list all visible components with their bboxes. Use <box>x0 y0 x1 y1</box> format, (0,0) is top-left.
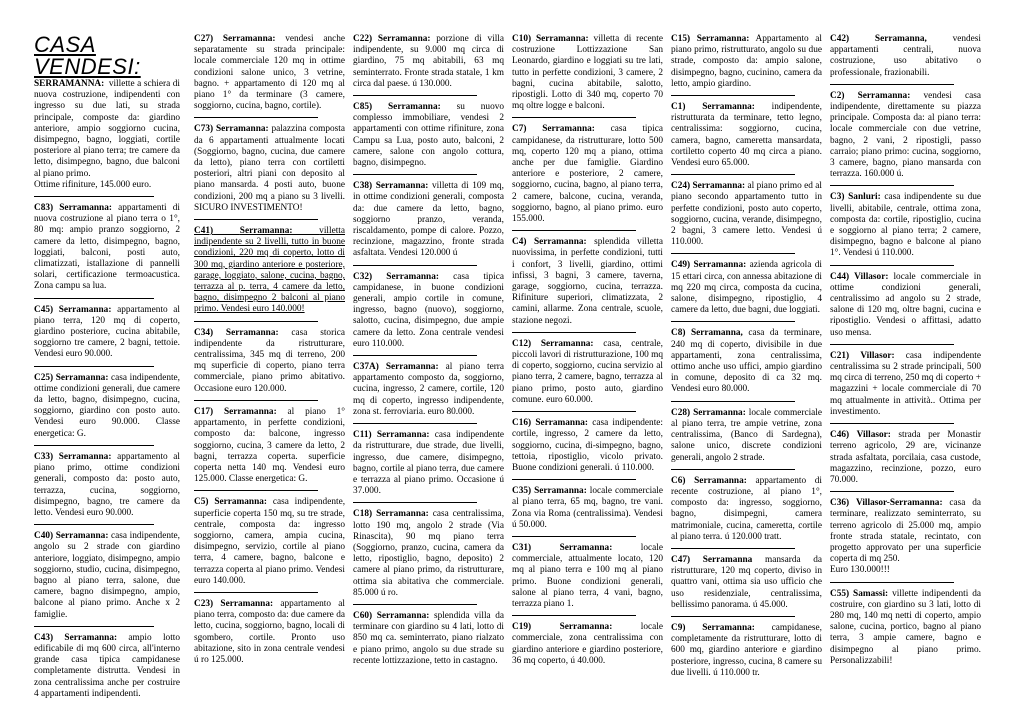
listing-text: appartamento di recente costruzione, al piano 1°, composto da: ingresso, soggiorno, bagno, disimpegni, camera matrimoniale, cucina, cameretta, cortile al piano terra. ú 120.000 tratt. <box>671 475 822 542</box>
separator-line <box>671 469 795 470</box>
separator-line <box>512 411 636 412</box>
listing-entry <box>830 272 981 339</box>
listing-location: Serramanna: <box>375 181 429 192</box>
listing-location: Serramanna: <box>58 451 112 462</box>
listing-location: Serramanna: <box>214 497 267 508</box>
listing-entry <box>194 599 345 666</box>
listing-location: Serramanna: <box>376 430 430 441</box>
listing-code: C21) <box>830 350 850 361</box>
listing-code: C43) <box>34 632 54 643</box>
listing-extra: Euro 130.000!!! <box>830 565 890 576</box>
listing-text: Appartamento al piano primo, ristrutturato, angolo su due strade, composto da: ampio salone, disimpegno, bagno, cucinino, camera da letto, ampio giardino. <box>671 34 822 89</box>
listing-code: C41) <box>194 226 214 237</box>
separator-line <box>34 626 154 627</box>
listing-location: Serramanna: <box>58 304 112 315</box>
listing-code: C73) <box>194 124 214 135</box>
listing-entry <box>671 328 822 395</box>
separator-line <box>194 400 318 401</box>
separator-line <box>353 604 477 605</box>
listing-text: indipendente, ristrutturata da terminare, tetto legno, centralissima: soggiorno, cucina, camera, bagno, cameretta mansardata, cortiletto coperto 40 mq circa a piano. Vendesi euro 65.000. <box>671 102 822 169</box>
listing-code: C32) <box>353 271 373 282</box>
separator-line <box>194 321 318 322</box>
listing-entry <box>512 543 663 610</box>
listing-entry <box>34 531 180 621</box>
listing-code: C85) <box>353 102 373 113</box>
separator-line <box>830 84 954 85</box>
listing-location: Villasor: <box>860 350 895 361</box>
listing-code: C23) <box>194 598 214 609</box>
listing-code: C38) <box>353 181 373 192</box>
listing-text: casa indipendente su due livelli, abitabile, centrale, ottima zona, composta da: cortile, ripostiglio, cucina e soggiorno al piano terra; 2 camere, disimpegno, bagno e balcone al piano 1°. Vendesi ú 110.000. <box>830 192 981 259</box>
listing-location: Villasor: <box>856 430 891 441</box>
listing-text: locale commerciale in ottime condizioni generali, centralissimo ad angolo su 2 strade, salone di 120 mq, oltre bagni, cucina e ripostiglio. Vendesi o affittasi, adatto uso mensa. <box>830 271 981 338</box>
separator-line <box>353 174 477 175</box>
listing-code: C83) <box>34 203 54 214</box>
listing-code: C9) <box>671 622 686 633</box>
listing-text: locale commerciale al piano terra, tre ampie vetrine, zona centralissima, (Banco di Sardegna), salone unico, discrete condizioni generali, angolo 2 strade. <box>671 407 822 463</box>
listing-entry <box>512 339 663 406</box>
listing-entry <box>830 430 981 486</box>
listing-entry <box>512 124 663 225</box>
listing-entry <box>194 34 345 112</box>
listing-location: Serramanna: <box>388 102 441 113</box>
listing-text: splendida villetta nuovissima, in perfette condizioni, tutti i confort, 3 livelli, giardino, ottimi infissi, 3 bagni, 3 camere, taverna, garage, soggiorno, cucina, terrazza. Rifiniture superiori, climatizzata, 2 camini, allarme. Zona centrale, scuole, stazione negozi. <box>512 237 663 326</box>
listing-location: Serramanna, <box>874 34 927 44</box>
listing-location: Serramanna: <box>55 531 109 542</box>
listing-location: Serramanna: <box>696 34 750 44</box>
listing-text: casa indipendente: cortile, ingresso, 2 camere da letto, soggiorno, cucina, di-simpegno, bagno, tettoia, ripostiglio, vicolo privato. Buone condizioni generali. ú 110.000. <box>512 418 663 473</box>
column-3 <box>353 34 504 725</box>
separator-line <box>830 491 954 492</box>
listing-entry <box>353 272 504 350</box>
separator-line <box>512 615 636 616</box>
listing-location: Serramanna: <box>220 598 274 609</box>
listing-text: locale commerciale, zona centralissima con giardino anteriore e giardino posteriore, 36 mq coperto, ú 40.000. <box>512 622 663 666</box>
listing-location: Serramanna: <box>535 34 589 44</box>
separator-line <box>671 548 795 549</box>
listing-text: locale commerciale al piano terra, 65 mq, bagno, tre vani. Zona via Roma (centralissima). Vendesi ú 50.000. <box>512 486 663 530</box>
listing-code: C37A) <box>353 362 379 373</box>
listing-location: Serramanna: <box>693 260 747 271</box>
listing-entry <box>671 408 822 464</box>
listing-text: casa indipendente, ottime condizioni generali, due camere da letto, bagno, disimpegno, cucina, soggiorno, giardino con posto auto. Vendesi euro 90.000. Classe energetica: G. <box>34 372 180 439</box>
listing-code: C16) <box>512 418 532 429</box>
listing-code: C19) <box>512 622 532 633</box>
listing-entry <box>34 633 180 700</box>
separator-line <box>34 445 154 446</box>
listing-code: C24) <box>671 181 691 192</box>
listing-location: Serramanna: <box>535 418 588 429</box>
listing-entry <box>34 305 180 361</box>
listing-code: C15) <box>671 34 691 44</box>
separator-line <box>34 196 154 197</box>
listing-code: C7) <box>512 124 527 135</box>
listing-entry <box>353 362 504 418</box>
column-5 <box>671 34 822 725</box>
separator-line <box>34 298 154 299</box>
separator-line <box>512 536 636 537</box>
separator-line <box>194 117 318 118</box>
listing-code: C12) <box>512 338 532 349</box>
listing-location: Serramanna: <box>857 90 911 101</box>
listing-text: casa, centrale, piccoli lavori di ristrutturazione, 100 mq di coperto, soggiorno, cucina servizio al piano terra, 2 camere, bagno, terrazza al piano primo, posto auto, giardino comune. euro 60.000. <box>512 338 663 405</box>
listing-code: C36) <box>830 498 850 509</box>
listing-text: casa indipendente da ristrutturare, due strade, due livelli, ingresso, due camere, disimpegno, bagno, cortile al piano terra, due camere e terrazza al piano primo. Occasione ú 37.000. <box>353 430 504 497</box>
listing-location: Serramanna: <box>225 327 279 338</box>
listing-text: al piano terra appartamento composto da, soggiorno, cucina, ingresso, 2 camere, cortile, 120 mq di coperto, ingresso indipendente, zona st. ferroviaria. euro 80.000. <box>353 362 504 417</box>
listing-code: C28) <box>671 407 691 418</box>
listing-text: casa da terminare, 240 mq di coperto, divisibile in due appartamenti, zona centralissima, ottimo anche uso uffici, ampio giardino in comune, deposito di ca 32 mq. Vendesi euro 80.000. <box>671 328 822 395</box>
listing-code: C44) <box>830 271 850 282</box>
listing-entry <box>353 181 504 259</box>
listing-entry <box>194 328 345 395</box>
listing-text: casa da terminare, realizzato seminterrato, su terreno agricolo di 25.000 mq, ampio fronte strada statale, recintato, con progetto approvato per una superficie coperta di mq 250. <box>830 498 981 565</box>
listing-text: appartamento al piano terra, 120 mq di coperto, giardino posteriore, cucina abitabile, soggiorno tre camere, 2 bagni, tettoie. Vendesi euro 90.000. <box>34 304 180 360</box>
listing-text: casa tipica campidanese, in buone condizioni generali, ampio cortile in comune, ingresso, bagno (nuovo), soggiorno, salotto, cucina, disimpegno, due ampie camere da letto. Zona centrale vendesi euro 110.000. <box>353 271 504 349</box>
listing-text: appartamenti di nuova costruzione al piano terra o 1°, 80 mq: ampio pranzo soggiorno, 2 camere da letto, disimpegno, bagno, loggiati, balconi, posti auto, climatizzati, istallazione di pannelli solari, certificazione termoacustica. Zona campu sa lua. <box>34 203 180 292</box>
separator-line <box>194 592 318 593</box>
separator-line <box>512 332 636 333</box>
listing-code: C18) <box>353 509 373 520</box>
listing-entry <box>353 102 504 169</box>
listing-code: C11) <box>353 430 372 441</box>
listing-location: Serramanna: <box>540 338 594 349</box>
listing-text: porzione di villa indipendente, su 9.000 mq circa di giardino, 75 mq abitabili, 63 mq seminterrato. Fronte strada statale, 1 km circa dal paese. ú 130.000. <box>353 34 504 89</box>
listing-entry <box>34 79 180 191</box>
listing-code: C34) <box>194 327 214 338</box>
listing-text: strada per Monastir terreno agricolo, 29 are, vicinanze strada asfaltata, porcilaia, casa custode, magazzino, recinzione, pozzo, euro 70.000. <box>830 430 981 485</box>
listing-text: locale commerciale, attualmente locato, 120 mq al piano terra e 100 mq al piano primo. Buone condizioni generali, salone al piano terra, 4 vani, bagno, terrazza piano 1. <box>512 542 663 609</box>
listing-location: Villasor: <box>854 271 889 282</box>
listing-location: Serramanna: <box>377 34 431 44</box>
listing-location: Samassi: <box>853 588 889 599</box>
listing-code: C3) <box>830 192 845 203</box>
listing-location: Serramanna: <box>376 610 430 621</box>
listing-code: C5) <box>194 497 209 508</box>
listing-code: C60) <box>353 610 373 621</box>
listing-text: casa indipendente, angolo su 2 strade con giardino anteriore, loggiato, disimpegno, ampio soggiorno, studio, cucina, disimpegno, bagno al piano terra, salone, due camere, bagno disimpegno, ampio, balcone al piano primo. Anche x 2 famiglie. <box>34 531 180 620</box>
column-1 <box>34 34 180 725</box>
listing-entry <box>512 622 663 667</box>
listing-location: Serramanna: <box>386 271 439 282</box>
listing-code: C42) <box>830 34 850 44</box>
listing-location: Serramanna: <box>59 203 112 214</box>
listing-location: Serramanna, <box>690 328 743 339</box>
listing-code: C4) <box>512 237 527 248</box>
listing-entry <box>512 486 663 531</box>
listing-extra: Ottime rifiniture, 145.000 euro. <box>34 179 152 190</box>
listing-code: C25) <box>34 372 54 383</box>
listing-code: C6) <box>671 475 686 486</box>
listing-text: casa storica indipendente da ristrutturare, centralissima, 345 mq di terreno, 200 mq superficie di coperto, piano terra commerciale, piano primo abitativo. Occasione euro 120.000. <box>194 327 345 394</box>
listing-entry <box>671 34 822 90</box>
separator-line <box>830 185 954 186</box>
listing-location: Serramanna: <box>693 407 746 418</box>
separator-line <box>353 355 477 356</box>
separator-line <box>671 401 795 402</box>
listing-location: Serramanna: <box>559 542 613 553</box>
separator-line <box>353 265 477 266</box>
listing-entry <box>194 124 345 214</box>
listing-text: appartamento al piano terra, composto da: due camere da letto, cucina, soggiorno, bagno, locali di sgombero, cortile. Pronto uso abitazione, sito in zona centrale vendesi ú ro 125.000. <box>194 598 345 665</box>
listing-location: Serramanna: <box>215 124 269 135</box>
listing-code: C1) <box>671 102 686 113</box>
listing-location: Serramanna: <box>534 486 587 497</box>
listing-code: C55) <box>830 588 850 599</box>
listing-text: vendesi appartamenti centrali, nuova costruzione, uso abitativo o professionale, frazionabili. <box>830 34 981 78</box>
listing-code: C46) <box>830 430 850 441</box>
listing-text: mansarda da ristrutturare, 120 mq coperto, diviso in quattro vani, ottima sia uso ufficio che uso residenziale, centralissima, bellissimo panorama. ú 45.000. <box>671 554 822 610</box>
listing-entry <box>671 260 822 316</box>
separator-line <box>34 366 154 367</box>
separator-line <box>194 490 318 491</box>
listing-entry-highlighted <box>194 226 345 316</box>
listing-entry <box>353 34 504 90</box>
separator-line <box>830 344 954 345</box>
listing-entry <box>671 476 822 543</box>
listing-entry <box>830 34 981 79</box>
listing-entry <box>830 91 981 181</box>
separator-line <box>353 502 477 503</box>
listing-text: casa centralissima, lotto 190 mq, angolo 2 strade (Via Rinascita), 90 mq piano terra (Soggiorno, pranzo, cucina, camera da letto, ripostiglio, bagno, deposito) 2 camere al piano primo, da ristrutturare, ottima sia abitativa che commerciale. 85.000 ú ro. <box>353 509 504 598</box>
listing-text: vendesi anche separatamente su strada principale: locale commerciale 120 mq in ottime condizioni salone unico, 3 vetrine, bagno. + appartamento di 120 mq al piano 1° da terminare (3 camere, soggiorno, cucina, bagno, cortile). <box>194 34 345 112</box>
listing-code: C49) <box>671 260 691 271</box>
listing-text: casa tipica campidanese, da ristrutturare, lotto 500 mq, coperto 120 mq a piano, ottima anche per due famiglie. Giardino anteriore e posteriore, 2 camere, soggiorno, cucina, bagno, al piano terra, 2 camere, balcone, cucina, veranda, soggiorno, bagno, al piano primo. euro 155.000. <box>512 124 663 225</box>
listing-text: villetta indipendente su 2 livelli, tutto in buone condizioni, 220 mq di coperto, lotto di 300 mq, giardino anteriore e posteriore, garage, loggiato, salone, cucina, bagno, terrazza al p. terra, 4 camere da letto, bagno, disimpegno 2 balconi al piano primo. Vendesi euro 140.000! <box>194 226 345 315</box>
listing-entry <box>671 102 822 169</box>
separator-line <box>512 117 636 118</box>
listing-location: Serramanna: <box>702 102 755 113</box>
listing-location: Serramanna: <box>542 124 595 135</box>
listing-code: C17) <box>194 406 214 417</box>
listing-location: Serramanna: <box>239 226 293 237</box>
listing-location: Serramanna <box>702 554 753 565</box>
listing-entry <box>34 203 180 293</box>
listing-text: al piano primo ed al piano secondo appartamento tutto in perfette condizioni, posto auto coperto, soggiorno, cucina, verande, disimpegno, 2 bagni, 3 camere letto. Vendesi ú 110.000. <box>671 181 822 248</box>
listing-code: C35) <box>512 486 532 497</box>
listing-entry <box>353 611 504 667</box>
separator-line <box>671 321 795 322</box>
listing-location: Serramanna: <box>55 372 109 383</box>
listing-text: villetta di 109 mq, in ottime condizioni generali, composta da: due camere da letto, bagno, soggiorno pranzo, veranda, riscaldamento, pompe di calore. Pozzo, recinzione, magazzino, fronte strada asfaltata. Vendesi 120.000 ú <box>353 181 504 259</box>
separator-line <box>34 524 154 525</box>
listing-location: Serramanna: <box>64 632 118 643</box>
listing-text: appartamento al piano primo, ottime condizioni generali, composto da: posto auto, terrazza, cucina, soggiorno, disimpegno, bagno, tre camere da letto. Vendesi euro 90.000. <box>34 451 180 518</box>
listing-text: palazzina composta da 6 appartamenti attualmente locati (Soggiorno, bagno, cucina, due camere da letto), piano terra con cortiletti posteriori, altri piani con deposito al piano mansarda. 4 posti auto, buone condizioni, 200 mq a piano su 3 livelli. SICURO INVESTIMENTO! <box>194 124 345 213</box>
separator-line <box>671 95 795 96</box>
listing-entry <box>830 498 981 576</box>
listing-text: splendida villa da terminare con giardino su 4 lati, lotto di 850 mq ca. seminterrato, piano rialzato e piano primo, angolo su due strade su recente lottizzazione, tetto in castagno. <box>353 610 504 666</box>
listing-entry <box>194 497 345 587</box>
listing-entry <box>34 452 180 519</box>
listing-location: Serramanna: <box>702 622 755 633</box>
separator-line <box>353 95 477 96</box>
listing-entry <box>671 555 822 611</box>
listing-text: villette a schiera di nuova costruzione, indipendenti con ingresso su due lati, su strada principale, composte da: giardino anteriore, ampio soggiorno cucina, disimpegno, bagno, loggiati, cortile posteriore al piano terra; tre camere da letto, disimpegno, bagno, due balconi al piano primo. <box>34 79 180 179</box>
listing-entry <box>671 623 822 679</box>
listing-location: Serramanna: <box>559 622 613 633</box>
listing-location: Serramanna: <box>694 475 747 486</box>
listing-text: azienda agricola di 15 ettari circa, con annessa abitazione di mq 220 mq circa, composta da cucina, salone, disimpegno, ripostiglio, 4 camere da letto, due bagni, due loggiati. <box>671 260 822 316</box>
listing-text: su nuovo complesso immobiliare, vendesi 2 appartamenti con ottime rifiniture, zona Campu sa Lua, posto auto, balconi, 2 camere, salone con angolo cottura, bagno, disimpegno. <box>353 102 504 169</box>
listing-entry <box>512 34 663 112</box>
listing-entry <box>671 181 822 248</box>
listing-text: villetta di recente costruzione Lottizzazione San Leonardo, giardino e loggiati su tre lati, tutto in perfette condizioni, 3 camere, 2 bagni, cucina abitabile, salotto, ripostigli. Lotto di 340 mq, coperto 70 mq oltre logge e balconi. <box>512 34 663 112</box>
listing-text: casa indipendente centralissima su 2 strade principali, 500 mq circa di terreno, 250 mq di coperto + magazzini + locale commerciale di 70 mq attualmente in attività.. Ottima per investimento. <box>830 350 981 417</box>
listing-text: casa indipendente, superficie coperta 150 mq, su tre strade, centrale, composta da: ingresso soggiorno, camera, ampia cucina, disimpegno, servizio, cortile al piano terra, 4 camere, bagno, balcone e terrazza coperta al piano primo. Vendesi euro 140.000. <box>194 497 345 586</box>
document-title: CASA VENDESI: <box>34 34 141 79</box>
listing-entry <box>194 407 345 485</box>
separator-line <box>830 265 954 266</box>
listing-text: vendesi casa indipendente, direttamente su piazza principale. Composta da: al piano terra: locale commerciale con due vetrine, bagno, 2 vani, 2 ripostigli, passo carraio; piano primo: cucina, soggiorno, 3 camere, bagno, piano mansarda con terrazza. 160.000 ú. <box>830 90 981 180</box>
column-4 <box>512 34 663 725</box>
listing-code: C10) <box>512 34 532 44</box>
listing-code: C22) <box>353 34 373 44</box>
listing-code: C45) <box>34 304 54 315</box>
listing-entry <box>512 237 663 327</box>
listing-entry <box>353 509 504 599</box>
listing-location: Serramanna: <box>223 406 277 417</box>
listing-location: Serramanna: <box>376 509 429 520</box>
listing-location: SERRAMANNA: <box>34 79 105 89</box>
listing-code: C40) <box>34 531 54 542</box>
listing-code: C27) <box>194 34 214 44</box>
separator-line <box>671 616 795 617</box>
listing-code: C33) <box>34 451 54 462</box>
listing-location: Serramanna: <box>222 34 276 44</box>
separator-line <box>830 423 954 424</box>
listing-location: Serramanna: <box>533 237 587 248</box>
listing-location: Villasor-Serramanna: <box>855 498 943 509</box>
separator-line <box>353 423 477 424</box>
separator-line <box>671 174 795 175</box>
listing-location: Serramanna: <box>385 362 439 373</box>
separator-line <box>194 219 318 220</box>
listing-code: C8) <box>671 328 686 339</box>
separator-line <box>671 253 795 254</box>
separator-line <box>512 479 636 480</box>
listing-text: villette indipendenti da costruire, con giardino su 3 lati, lotto di 280 mq, 140 mq netti di coperto, ampio salone, cucina, portico, bagno al piano terra, 3 ampie camere, bagno e disimpegno al piano primo. Personalizzabili! <box>830 588 981 666</box>
listing-code: C31) <box>512 542 532 553</box>
listing-text: campidanese, completamente da ristrutturare, lotto di 600 mq, giardino anteriore e giardino posteriore, ingresso, cucina, 8 camere su due livelli. ú 110.000 tr. <box>671 622 822 678</box>
listing-entry <box>830 589 981 667</box>
listing-entry <box>830 192 981 259</box>
listing-location: Serramanna: <box>692 181 746 192</box>
listing-code: C47) <box>671 554 691 565</box>
listing-entry <box>830 351 981 418</box>
column-2 <box>194 34 345 725</box>
separator-line <box>830 582 954 583</box>
listing-entry <box>512 418 663 474</box>
listing-code: C2) <box>830 90 845 101</box>
listing-text: al piano 1° appartamento, in perfette condizioni, composto da: balcone, ingresso soggiorno, cucina, 3 camere da letto, 2 bagni, terrazza coperta. superficie coperta netta 140 mq. Vendesi euro 125.000. Classe energetica: G. <box>194 406 345 485</box>
listing-text: ampio lotto edificabile di mq 600 circa, all'interno grande casa tipica campidanese completamente distrutta. Vendesi in zona centralissima anche per costruire 4 appartamenti indipendenti. <box>34 632 180 699</box>
listing-entry <box>34 373 180 440</box>
column-6 <box>830 34 981 725</box>
listing-entry <box>353 430 504 497</box>
separator-line <box>512 230 636 231</box>
listing-location: Sanluri: <box>848 192 881 203</box>
